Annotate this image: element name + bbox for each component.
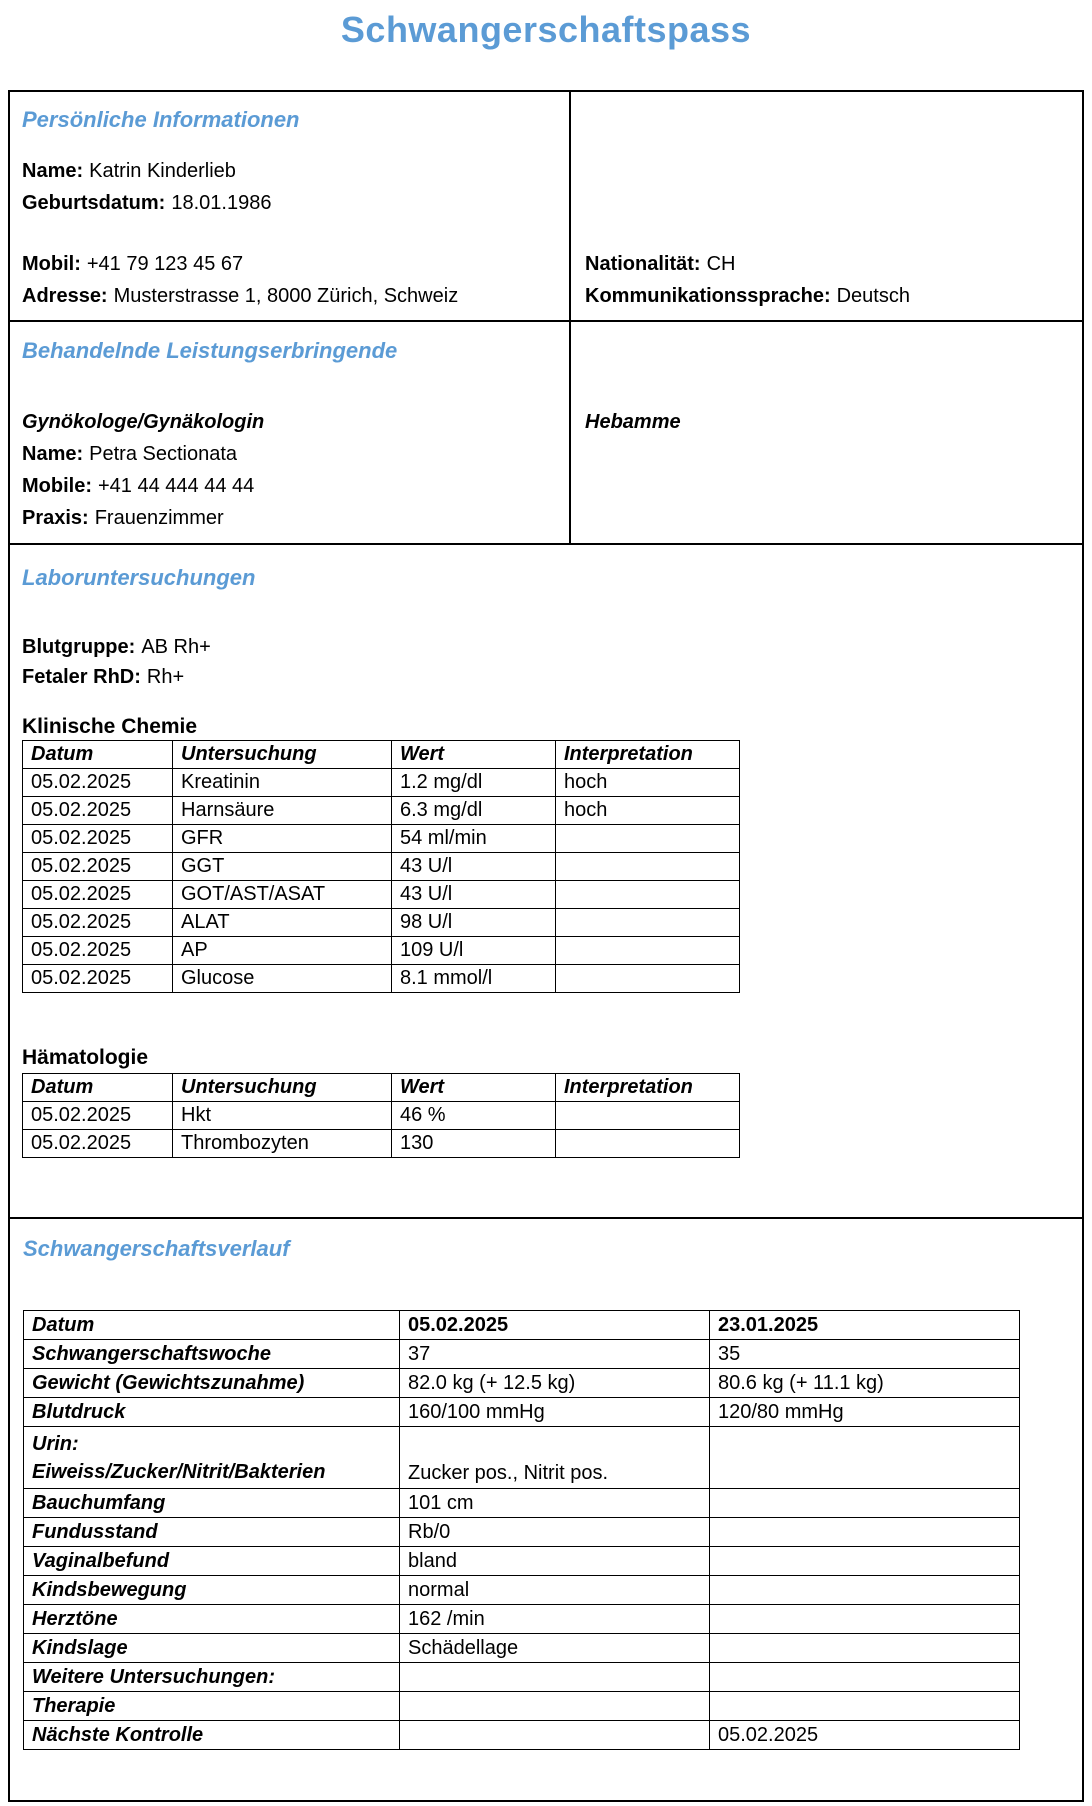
course-row bbox=[24, 1692, 1020, 1721]
course-value-col2: 80.6 kg (+ 11.1 kg) bbox=[710, 1369, 1020, 1398]
course-value-col1: Rb/0 bbox=[400, 1518, 710, 1547]
fetal-rhd-label: Fetaler RhD: bbox=[22, 666, 141, 688]
name-label: Name: bbox=[22, 160, 84, 182]
cell-datum: 05.02.2025 bbox=[23, 1130, 173, 1158]
personal-info-columns bbox=[10, 92, 1082, 320]
cell-datum: 05.02.2025 bbox=[23, 909, 173, 937]
table-row bbox=[23, 881, 740, 909]
course-row-datum bbox=[24, 1311, 1020, 1340]
clinical-chemistry-heading: Klinische Chemie bbox=[22, 715, 198, 738]
course-value-col1: Schädellage bbox=[400, 1634, 710, 1663]
course-value-col2: 120/80 mmHg bbox=[710, 1398, 1020, 1427]
gynecologist-name-value: Petra Sectionata bbox=[89, 443, 238, 465]
course-value-col1: 101 cm bbox=[400, 1489, 710, 1518]
cell-wert: 109 U/l bbox=[392, 937, 556, 965]
course-value-col2 bbox=[710, 1547, 1020, 1576]
cell-wert: 8.1 mmol/l bbox=[392, 965, 556, 993]
course-value-col2 bbox=[710, 1489, 1020, 1518]
column-header-datum: Datum bbox=[23, 1074, 173, 1102]
personal-info-left-column bbox=[10, 92, 569, 320]
gynecologist-subheading: Gynökologe/Gynäkologin bbox=[22, 411, 265, 433]
course-row-label: Fundusstand bbox=[24, 1518, 400, 1547]
gynecologist-name-field bbox=[22, 438, 559, 470]
providers-left-column bbox=[10, 322, 569, 543]
gynecologist-mobile-value: +41 44 444 44 44 bbox=[98, 475, 255, 497]
course-row bbox=[24, 1605, 1020, 1634]
cell-datum: 05.02.2025 bbox=[23, 797, 173, 825]
cell-wert: 43 U/l bbox=[392, 853, 556, 881]
gynecologist-practice-label: Praxis: bbox=[22, 507, 89, 529]
course-row-label: Schwangerschaftswoche bbox=[24, 1340, 400, 1369]
table-row bbox=[23, 769, 740, 797]
pregnancy-course-table bbox=[23, 1310, 1020, 1750]
cell-wert: 98 U/l bbox=[392, 909, 556, 937]
cell-interpretation bbox=[556, 825, 740, 853]
table-row bbox=[23, 1102, 740, 1130]
cell-datum: 05.02.2025 bbox=[23, 937, 173, 965]
cell-datum: 05.02.2025 bbox=[23, 825, 173, 853]
blood-group-field bbox=[22, 632, 1072, 662]
course-value-col2: 05.02.2025 bbox=[710, 1721, 1020, 1750]
nationality-label: Nationalität: bbox=[585, 253, 701, 275]
course-row bbox=[24, 1634, 1020, 1663]
blood-group-value: AB Rh+ bbox=[141, 636, 211, 658]
table-row bbox=[23, 965, 740, 993]
personal-info-heading: Persönliche Informationen bbox=[22, 107, 300, 132]
table-row bbox=[23, 937, 740, 965]
course-row-label: Weitere Untersuchungen: bbox=[24, 1663, 400, 1692]
language-label: Kommunikationssprache: bbox=[585, 285, 831, 307]
providers-heading: Behandelnde Leistungserbringende bbox=[22, 338, 398, 363]
table-row bbox=[23, 797, 740, 825]
lab-heading: Laboruntersuchungen bbox=[22, 565, 256, 590]
mobile-field bbox=[22, 248, 559, 280]
personal-contact-group bbox=[22, 248, 559, 312]
course-row bbox=[24, 1721, 1020, 1750]
course-row bbox=[24, 1518, 1020, 1547]
section-lab-results bbox=[8, 543, 1084, 1219]
column-header-wert: Wert bbox=[392, 741, 556, 769]
cell-untersuchung: Kreatinin bbox=[173, 769, 392, 797]
hematology-heading: Hämatologie bbox=[22, 1046, 149, 1069]
mobile-value: +41 79 123 45 67 bbox=[86, 253, 244, 275]
birthdate-label: Geburtsdatum: bbox=[22, 192, 166, 214]
providers-columns bbox=[10, 322, 1082, 543]
column-header-datum: Datum bbox=[23, 741, 173, 769]
course-value-col2: 23.01.2025 bbox=[710, 1311, 1020, 1340]
course-value-col1 bbox=[400, 1721, 710, 1750]
course-row bbox=[24, 1340, 1020, 1369]
table-row bbox=[23, 853, 740, 881]
course-value-col2: 35 bbox=[710, 1340, 1020, 1369]
cell-untersuchung: GFR bbox=[173, 825, 392, 853]
cell-datum: 05.02.2025 bbox=[23, 1102, 173, 1130]
cell-wert: 43 U/l bbox=[392, 881, 556, 909]
cell-datum: 05.02.2025 bbox=[23, 853, 173, 881]
course-row-label: Herztöne bbox=[24, 1605, 400, 1634]
course-value-col2 bbox=[710, 1576, 1020, 1605]
clinical-chemistry-table bbox=[22, 740, 740, 993]
course-row-label: Vaginalbefund bbox=[24, 1547, 400, 1576]
course-row-label: Datum bbox=[24, 1311, 400, 1340]
cell-untersuchung: GGT bbox=[173, 853, 392, 881]
course-row-label: Gewicht (Gewichtszunahme) bbox=[24, 1369, 400, 1398]
cell-untersuchung: ALAT bbox=[173, 909, 392, 937]
document-sections bbox=[8, 90, 1084, 1802]
course-value-col1: 82.0 kg (+ 12.5 kg) bbox=[400, 1369, 710, 1398]
course-value-col2 bbox=[710, 1605, 1020, 1634]
course-value-col1: Zucker pos., Nitrit pos. bbox=[400, 1427, 710, 1489]
cell-interpretation: hoch bbox=[556, 769, 740, 797]
course-value-col1: 160/100 mmHg bbox=[400, 1398, 710, 1427]
course-row-label: Bauchumfang bbox=[24, 1489, 400, 1518]
mobile-label: Mobil: bbox=[22, 253, 81, 275]
gynecologist-practice-value: Frauenzimmer bbox=[94, 507, 224, 529]
cell-untersuchung: AP bbox=[173, 937, 392, 965]
clinical-chemistry-header-row bbox=[23, 741, 740, 769]
gynecologist-practice-field bbox=[22, 502, 559, 534]
cell-interpretation bbox=[556, 965, 740, 993]
cell-wert: 6.3 mg/dl bbox=[392, 797, 556, 825]
cell-interpretation bbox=[556, 1102, 740, 1130]
course-row-label: Therapie bbox=[24, 1692, 400, 1721]
section-pregnancy-course bbox=[8, 1217, 1084, 1802]
cell-datum: 05.02.2025 bbox=[23, 881, 173, 909]
providers-right-column bbox=[569, 322, 1082, 543]
cell-wert: 1.2 mg/dl bbox=[392, 769, 556, 797]
course-row-label: Kindsbewegung bbox=[24, 1576, 400, 1605]
section-providers bbox=[8, 320, 1084, 545]
course-row-label bbox=[24, 1427, 400, 1489]
gynecologist-group bbox=[22, 406, 559, 534]
cell-untersuchung: Hkt bbox=[173, 1102, 392, 1130]
course-row-urin bbox=[24, 1427, 1020, 1489]
column-header-untersuchung: Untersuchung bbox=[173, 1074, 392, 1102]
gynecologist-mobile-field bbox=[22, 470, 559, 502]
cell-datum: 05.02.2025 bbox=[23, 965, 173, 993]
course-row-label: Nächste Kontrolle bbox=[24, 1721, 400, 1750]
gynecologist-mobile-label: Mobile: bbox=[22, 475, 92, 497]
cell-interpretation: hoch bbox=[556, 797, 740, 825]
course-value-col1: 05.02.2025 bbox=[400, 1311, 710, 1340]
language-field bbox=[585, 280, 1072, 312]
course-value-col1: 162 /min bbox=[400, 1605, 710, 1634]
course-value-col2 bbox=[710, 1518, 1020, 1547]
course-value-col2 bbox=[710, 1663, 1020, 1692]
name-field bbox=[22, 155, 559, 187]
blood-group-group bbox=[22, 632, 1072, 692]
course-heading: Schwangerschaftsverlauf bbox=[23, 1236, 290, 1261]
cell-untersuchung: Glucose bbox=[173, 965, 392, 993]
address-field bbox=[22, 280, 559, 312]
cell-wert: 130 bbox=[392, 1130, 556, 1158]
name-value: Katrin Kinderlieb bbox=[89, 160, 236, 182]
cell-datum: 05.02.2025 bbox=[23, 769, 173, 797]
table-row bbox=[23, 909, 740, 937]
table-row bbox=[23, 825, 740, 853]
cell-interpretation bbox=[556, 1130, 740, 1158]
cell-untersuchung: Thrombozyten bbox=[173, 1130, 392, 1158]
column-header-interpretation: Interpretation bbox=[556, 1074, 740, 1102]
nationality-field bbox=[585, 248, 1072, 280]
course-value-col2 bbox=[710, 1692, 1020, 1721]
birthdate-value: 18.01.1986 bbox=[171, 192, 272, 214]
course-value-col1 bbox=[400, 1663, 710, 1692]
cell-interpretation bbox=[556, 853, 740, 881]
address-label: Adresse: bbox=[22, 285, 108, 307]
course-row bbox=[24, 1489, 1020, 1518]
column-header-wert: Wert bbox=[392, 1074, 556, 1102]
hematology-table bbox=[22, 1073, 740, 1158]
cell-interpretation bbox=[556, 909, 740, 937]
cell-interpretation bbox=[556, 937, 740, 965]
course-row bbox=[24, 1369, 1020, 1398]
course-value-col1: normal bbox=[400, 1576, 710, 1605]
course-value-col2 bbox=[710, 1427, 1020, 1489]
cell-wert: 46 % bbox=[392, 1102, 556, 1130]
fetal-rhd-value: Rh+ bbox=[146, 666, 185, 688]
course-value-col1 bbox=[400, 1692, 710, 1721]
gynecologist-name-label: Name: bbox=[22, 443, 84, 465]
urin-label-line1: Urin: bbox=[32, 1432, 79, 1455]
address-value: Musterstrasse 1, 8000 Zürich, Schweiz bbox=[113, 285, 459, 307]
cell-interpretation bbox=[556, 881, 740, 909]
column-header-untersuchung: Untersuchung bbox=[173, 741, 392, 769]
cell-untersuchung: Harnsäure bbox=[173, 797, 392, 825]
course-value-col1: bland bbox=[400, 1547, 710, 1576]
table-row bbox=[23, 1130, 740, 1158]
language-value: Deutsch bbox=[836, 285, 910, 307]
personal-identity-group bbox=[22, 155, 559, 219]
page-title: Schwangerschaftspass bbox=[340, 9, 752, 50]
course-row-label: Kindslage bbox=[24, 1634, 400, 1663]
course-row bbox=[24, 1398, 1020, 1427]
course-row bbox=[24, 1547, 1020, 1576]
urin-label-line2: Eiweiss/Zucker/Nitrit/Bakterien bbox=[32, 1460, 326, 1483]
fetal-rhd-field bbox=[22, 662, 1072, 692]
course-row bbox=[24, 1663, 1020, 1692]
personal-info-right-column bbox=[569, 92, 1082, 320]
course-value-col1: 37 bbox=[400, 1340, 710, 1369]
section-personal-info bbox=[8, 90, 1084, 322]
cell-untersuchung: GOT/AST/ASAT bbox=[173, 881, 392, 909]
hematology-header-row bbox=[23, 1074, 740, 1102]
cell-wert: 54 ml/min bbox=[392, 825, 556, 853]
midwife-subheading: Hebamme bbox=[585, 411, 681, 433]
column-header-interpretation: Interpretation bbox=[556, 741, 740, 769]
course-row bbox=[24, 1576, 1020, 1605]
birthdate-field bbox=[22, 187, 559, 219]
nationality-value: CH bbox=[706, 253, 736, 275]
blood-group-label: Blutgruppe: bbox=[22, 636, 136, 658]
course-row-label: Blutdruck bbox=[24, 1398, 400, 1427]
course-value-col2 bbox=[710, 1634, 1020, 1663]
